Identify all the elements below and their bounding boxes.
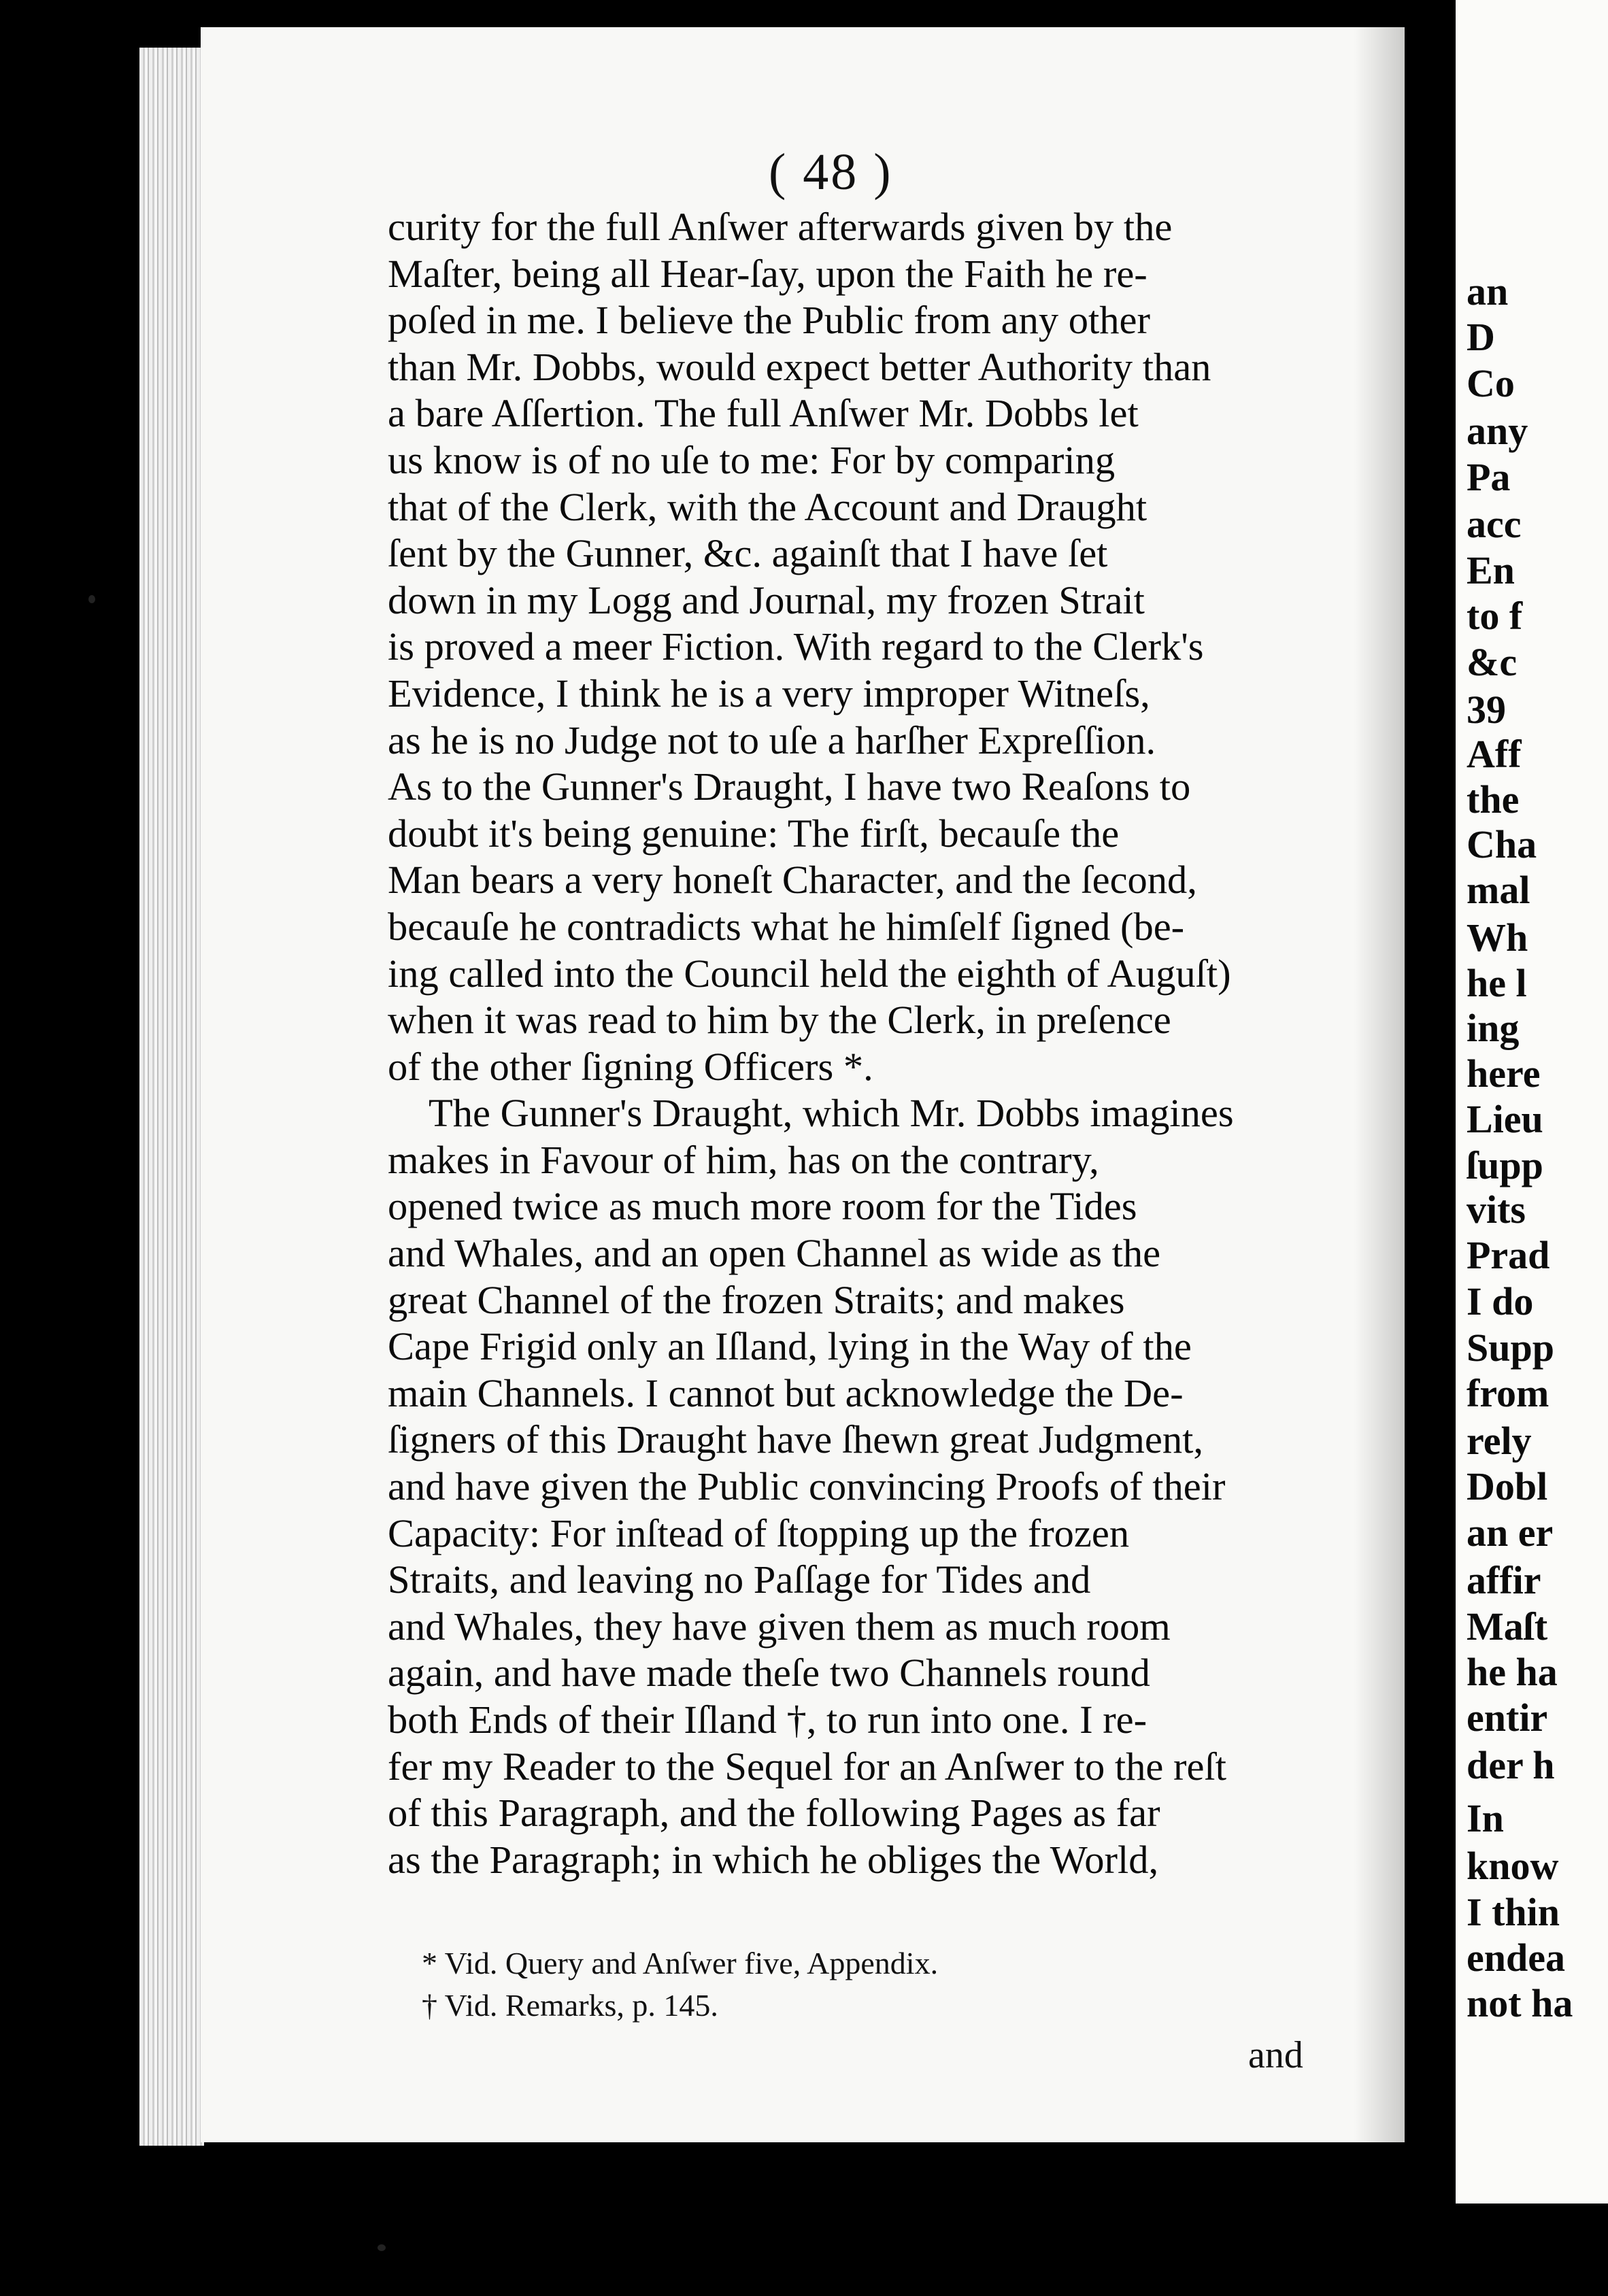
body-line: is proved a meer Fiction. With regard to the Clerk's xyxy=(388,624,1204,669)
right-page-line: to f xyxy=(1467,594,1523,638)
right-page-line: der h xyxy=(1467,1743,1555,1787)
book-gutter xyxy=(1405,27,1456,2156)
right-page-line: Supp xyxy=(1467,1326,1555,1370)
body-line: and Whales, they have given them as much room xyxy=(388,1604,1171,1649)
right-page-fragment xyxy=(1456,0,1608,2204)
body-line: Maſter, being all Hear-ſay, upon the Faith he re- xyxy=(388,251,1148,296)
body-line: becauſe he contradicts what he himſelf ſigned (be- xyxy=(388,904,1185,949)
body-line: Man bears a very honeſt Character, and the ſecond, xyxy=(388,858,1197,902)
body-line: both Ends of their Iſland †, to run into one. I re- xyxy=(388,1698,1148,1742)
right-page-line: ſupp xyxy=(1467,1143,1543,1187)
footnote-query: * Vid. Query and Anſwer five, Appendix. xyxy=(422,1946,939,1980)
right-page-line: En xyxy=(1467,548,1515,592)
right-page-line: &c xyxy=(1467,640,1518,684)
right-page-line: the xyxy=(1467,777,1520,822)
body-line: doubt it's being genuine: The firſt, becauſe the xyxy=(388,811,1120,856)
right-page-line: endea xyxy=(1467,1936,1565,1980)
footnote-remarks: † Vid. Remarks, p. 145. xyxy=(422,1988,718,2023)
body-line: Cape Frigid only an Iſland, lying in the Way of the xyxy=(388,1324,1192,1369)
right-page-line: Aff xyxy=(1467,732,1522,776)
body-line: makes in Favour of him, has on the contrary, xyxy=(388,1137,1099,1182)
right-page-line: Lieu xyxy=(1467,1097,1543,1141)
body-line: again, and have made theſe two Channels round xyxy=(388,1651,1150,1695)
right-page-line: he ha xyxy=(1467,1650,1558,1694)
body-line: Evidence, I think he is a very improper Witneſs, xyxy=(388,671,1150,715)
body-line: great Channel of the frozen Straits; and makes xyxy=(388,1277,1125,1322)
body-line: curity for the full Anſwer afterwards given by the xyxy=(388,205,1173,249)
body-line: Capacity: For inſtead of ſtopping up the frozen xyxy=(388,1510,1130,1555)
body-line: Straits, and leaving no Paſſage for Tides and xyxy=(388,1557,1091,1602)
right-page-line: from xyxy=(1467,1371,1550,1415)
right-page-line: know xyxy=(1467,1844,1559,1888)
right-page-line: Pa xyxy=(1467,455,1511,499)
right-page-line: Cha xyxy=(1467,822,1537,866)
body-line: that of the Clerk, with the Account and Draught xyxy=(388,484,1148,529)
right-page-line: Prad xyxy=(1467,1233,1550,1277)
body-line: poſed in me. I believe the Public from any other xyxy=(388,298,1150,343)
body-line: as the Paragraph; in which he obliges the World, xyxy=(388,1837,1159,1882)
right-page-line: any xyxy=(1467,409,1528,453)
right-page-line: mal xyxy=(1467,868,1530,912)
right-page-line: Wh xyxy=(1467,915,1528,960)
body-line: ing called into the Council held the eighth of Auguſt) xyxy=(388,951,1231,996)
right-page-line: rely xyxy=(1467,1419,1532,1463)
right-page-line: affir xyxy=(1467,1558,1541,1602)
right-page-line: an xyxy=(1467,269,1509,314)
page-curl-shadow xyxy=(1354,27,1405,2142)
body-line: of this Paragraph, and the following Pages as far xyxy=(388,1791,1160,1836)
body-line: of the other ſigning Officers *. xyxy=(388,1044,873,1089)
right-page-line: Maſt xyxy=(1467,1604,1548,1649)
body-line: than Mr. Dobbs, would expect better Authority than xyxy=(388,344,1211,389)
right-page-line: In xyxy=(1467,1796,1504,1840)
body-line: opened twice as much more room for the Tides xyxy=(388,1184,1137,1229)
right-page-line: Co xyxy=(1467,361,1515,405)
right-page-line: acc xyxy=(1467,502,1522,546)
body-line: and Whales, and an open Channel as wide as the xyxy=(388,1231,1161,1276)
right-page-line: here xyxy=(1467,1051,1541,1096)
body-line: down in my Logg and Journal, my frozen Strait xyxy=(388,577,1145,622)
scan-speck xyxy=(88,595,95,603)
right-page-line: 39 xyxy=(1467,688,1506,732)
body-line: when it was read to him by the Clerk, in preſence xyxy=(388,998,1171,1043)
body-line: ſent by the Gunner, &c. againſt that I have ſet xyxy=(388,531,1108,576)
right-page-line: Dobl xyxy=(1467,1464,1548,1508)
right-page-line: entir xyxy=(1467,1695,1548,1740)
body-line: main Channels. I cannot but acknowledge the De- xyxy=(388,1370,1184,1415)
body-text xyxy=(388,204,1333,1883)
right-page-line: I thin xyxy=(1467,1890,1560,1934)
right-page-line: not ha xyxy=(1467,1981,1573,2025)
body-line: fer my Reader to the Sequel for an Anſwer to the reſt xyxy=(388,1744,1226,1789)
body-line: us know is of no uſe to me: For by comparing xyxy=(388,437,1116,482)
body-line: as he is no Judge not to uſe a harſher Expreſſion. xyxy=(388,718,1156,762)
scan-speck xyxy=(378,2244,386,2251)
right-page-line: he l xyxy=(1467,961,1527,1005)
body-line: and have given the Public convincing Proofs of their xyxy=(388,1464,1226,1509)
right-page-line: I do xyxy=(1467,1279,1534,1323)
right-page-line: vits xyxy=(1467,1187,1526,1232)
right-page-line: ing xyxy=(1467,1006,1520,1050)
right-page-line: an er xyxy=(1467,1510,1554,1555)
body-line: ſigners of this Draught have ſhewn great Judgment, xyxy=(388,1417,1203,1462)
page-edge-stack xyxy=(139,48,204,2146)
body-line: a bare Aſſertion. The full Anſwer Mr. Dobbs let xyxy=(388,391,1139,436)
body-line: As to the Gunner's Draught, I have two Reaſons to xyxy=(388,764,1191,809)
catchword: and xyxy=(1248,2034,1303,2076)
right-page-line: D xyxy=(1467,315,1495,359)
body-line: The Gunner's Draught, which Mr. Dobbs imagines xyxy=(429,1091,1234,1136)
page-number: ( 48 ) xyxy=(769,144,893,201)
